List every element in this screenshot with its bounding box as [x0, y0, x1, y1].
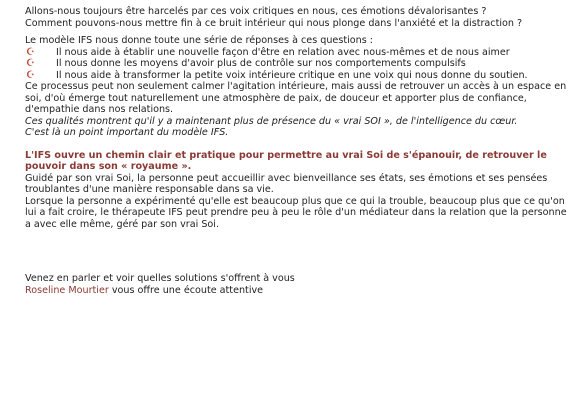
therapist-name-link[interactable]: Roseline Mourtier — [25, 284, 109, 296]
process-paragraph: Ce processus peut non seulement calmer l'agitation intérieure, mais aussi de retrouver un accès à un espace en soi, d'où émerge tout naturellement une atmosphère de paix, de douceur et apporter plus de confiance, d'empathie dans nos relations. — [25, 81, 567, 115]
list-item-text: Il nous aide à transformer la petite voix intérieure critique en une voix qui nous donne du soutien. — [56, 69, 528, 81]
contact-offer-text: vous offre une écoute attentive — [108, 284, 264, 296]
spiral-bullet-icon: ☪ — [26, 46, 35, 58]
contact-invitation: Venez en parler et voir quelles solutions s'offrent à vous — [25, 273, 295, 284]
list-item-text: Il nous aide à établir une nouvelle façon d'être en relation avec nous-mêmes et de nous aimer — [56, 46, 510, 58]
spiral-bullet-icon: ☪ — [26, 69, 35, 81]
list-item — [25, 58, 570, 70]
guided-paragraph: Guidé par son vrai Soi, la personne peut accueillir avec bienveillance ses états, ses émotions et ses pensées troublantes d'une manière responsable dans sa vie. — [25, 172, 548, 195]
model-lead: Le modèle IFS nous donne toute une série de réponses à ces questions : — [25, 35, 373, 46]
list-item — [25, 47, 570, 59]
qualities-italic-line: Ces qualités montrent qu'il y a maintenant plus de présence du « vrai SOI », de l'intelligence du cœur. — [25, 115, 518, 127]
benefits-list — [25, 47, 570, 82]
intro-question-2: Comment pouvons-nous mettre fin à ce bruit intérieur qui nous plonge dans l'anxiété et la distraction ? — [25, 17, 523, 29]
important-point-italic-line: C'est là un point important du modèle IFS. — [25, 127, 229, 138]
list-item-text: Il nous donne les moyens d'avoir plus de contrôle sur nos comportements compulsifs — [56, 58, 466, 69]
experience-paragraph: Lorsque la personne a expérimenté qu'elle est beaucoup plus que ce qui la trouble, beaucoup plus que ce qu'on lui a fait croire, le thérapeute IFS peut prendre peu à peu le rôle d'un médiateur dans la relation que la personne a avec elle même, géré par son vrai Soi. — [25, 195, 567, 230]
list-item — [25, 70, 570, 82]
contact-offer-line — [25, 285, 570, 297]
spiral-bullet-icon: ☪ — [26, 58, 35, 69]
ifs-highlight-paragraph: L'IFS ouvre un chemin clair et pratique pour permettre au vrai Soi de s'épanouir, de retrouver le pouvoir dans son « royaume ». — [25, 149, 547, 172]
intro-question-1: Allons-nous toujours être harcelés par ces voix critiques en nous, ces émotions dévalorisantes ? — [25, 6, 487, 17]
article-content — [25, 6, 570, 296]
